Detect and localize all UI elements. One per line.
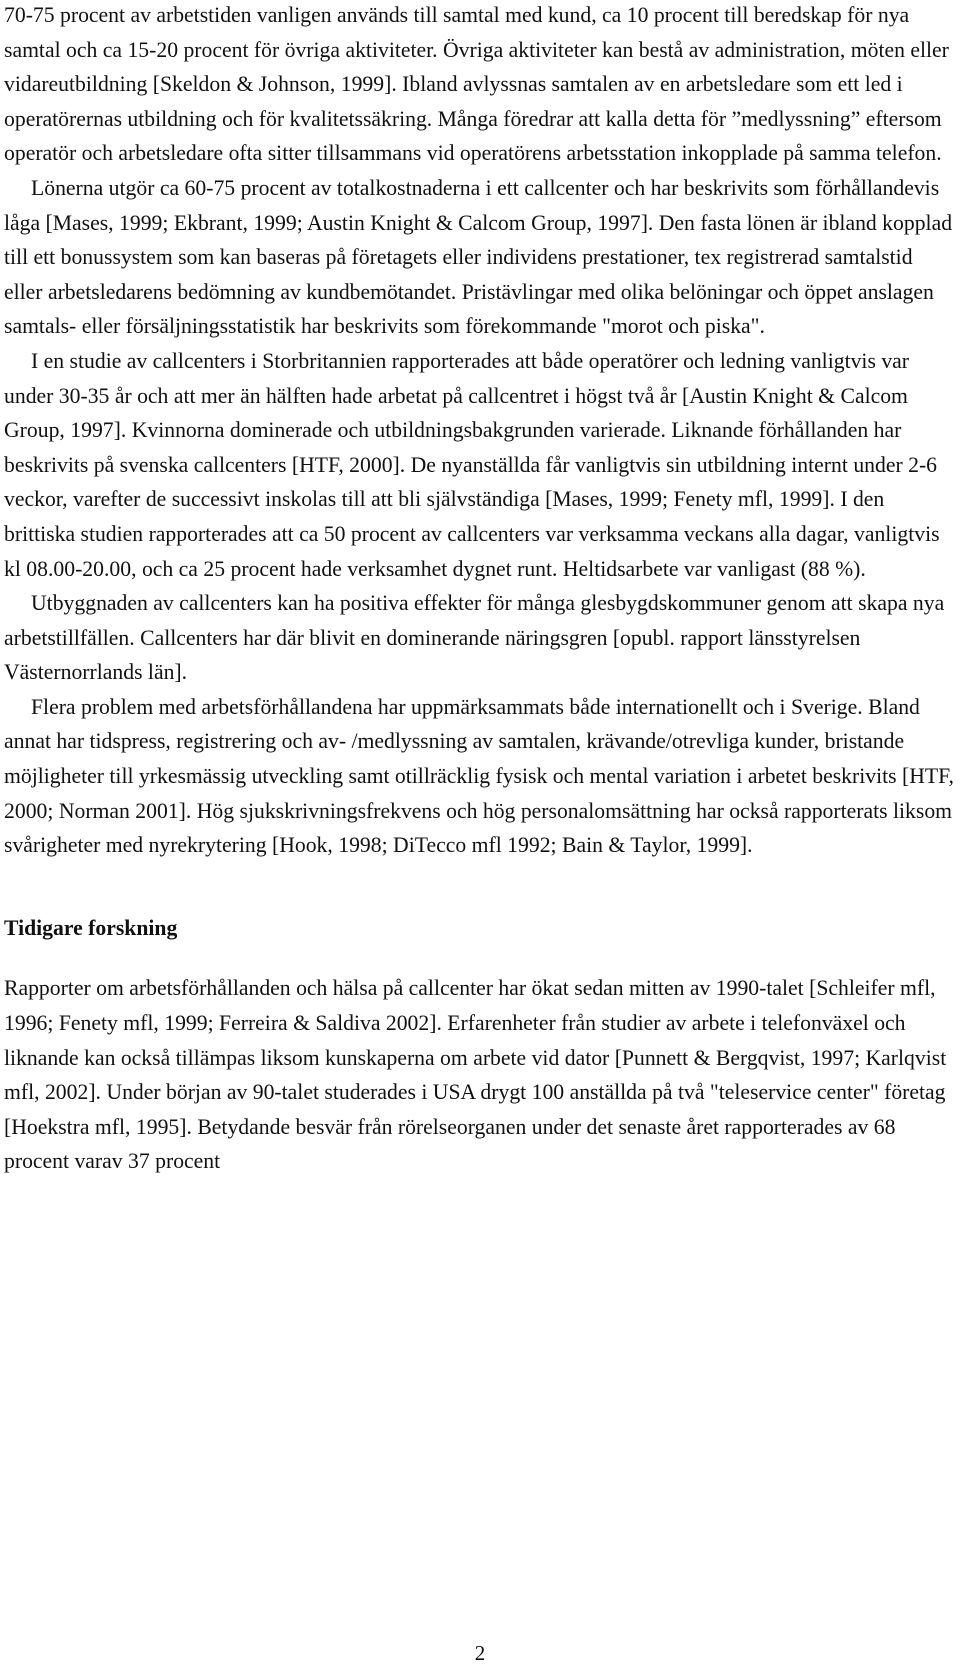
paragraph-work-time: 70-75 procent av arbetstiden vanligen används till samtal med kund, ca 10 procent till beredskap för nya samtal och ca 15-20 procent för övriga aktiviteter. Övriga aktiviteter kan bestå av administration, möten eller vidareutbildning [Skeldon & Johnson, 1999]. Ibland avlyssnas samtalen av en arbetsledare som ett led i operatörernas utbildning och för kvalitetssäkring. Många föredrar att kalla detta för ”medlyssning” eftersom operatör och arbetsledare ofta sitter tillsammans vid operatörens arbetsstation inkopplade på samma telefon. [4,3,949,166]
section-heading: Tidigare forskning [4,915,178,940]
document-page [4,0,956,1179]
page-number: 2 [474,1641,486,1665]
paragraph-salaries: Lönerna utgör ca 60-75 procent av totalkostnaderna i ett callcenter och har beskrivits som förhållandevis låga [Mases, 1999; Ekbrant, 1999; Austin Knight & Calcom Group, 1997]. Den fasta lönen är ibland kopplad till ett bonussystem som kan baseras på företagets eller individens prestationer, tex registrerad samtalstid eller arbetsledarens bedömning av kundbemötandet. Pristävlingar med olika belöningar och öppet anslagen samtals- eller försäljningsstatistik har beskrivits som förekommande "morot och piska". [4,175,953,339]
paragraph-problems: Flera problem med arbetsförhållandena har uppmärksammats både internationellt och i Sverige. Bland annat har tidspress, registrering och av- /medlyssning av samtalen, krävande/otrevliga kunder, bristande möjligheter till yrkesmässig utveckling samt otillräcklig fysisk och mental variation i arbetet beskrivits [HTF, 2000; Norman 2001]. Hög sjukskrivningsfrekvens och hög personalomsättning har också rapporterats liksom svårigheter med nyrekrytering [Hook, 1998; DiTecco mfl 1992; Bain & Taylor, 1999]. [4,694,954,858]
paragraph-expansion: Utbyggnaden av callcenters kan ha positiva effekter för många glesbygdskommuner genom att skapa nya arbetstillfällen. Callcenters har där blivit en dominerande näringsgren [opubl. rapport länsstyrelsen Västernorrlands län]. [4,591,945,685]
paragraph-previous-research: Rapporter om arbetsförhållanden och hälsa på callcenter har ökat sedan mitten av 1990-talet [Schleifer mfl, 1996; Fenety mfl, 1999; Ferreira & Saldiva 2002]. Erfarenheter från studier av arbete i telefonväxel och liknande kan också tillämpas liksom kunskaperna om arbete vid dator [Punnett & Bergqvist, 1997; Karlqvist mfl, 2002]. Under början av 90-talet studerades i USA drygt 100 anställda på två "teleservice center" företag [Hoekstra mfl, 1995]. Betydande besvär från rörelseorganen under det senaste året rapporterades av 68 procent varav 37 procent [4,976,947,1174]
paragraph-uk-study: I en studie av callcenters i Storbritannien rapporterades att både operatörer och ledning vanligtvis var under 30-35 år och att mer än hälften hade arbetat på callcentret i högst två år [Austin Knight & Calcom Group, 1997]. Kvinnorna dominerade och utbildningsbakgrunden varierade. Liknande förhållanden har beskrivits på svenska callcenters [HTF, 2000]. De nyanställda får vanligtvis sin utbildning internt under 2-6 veckor, varefter de successivt inskolas till att bli självständiga [Mases, 1999; Fenety mfl, 1999]. I den brittiska studien rapporterades att ca 50 procent av callcenters var verksamma veckans alla dagar, vanligtvis kl 08.00-20.00, och ca 25 procent hade verksamhet dygnet runt. Heltidsarbete var vanligast (88 %). [4,348,940,581]
